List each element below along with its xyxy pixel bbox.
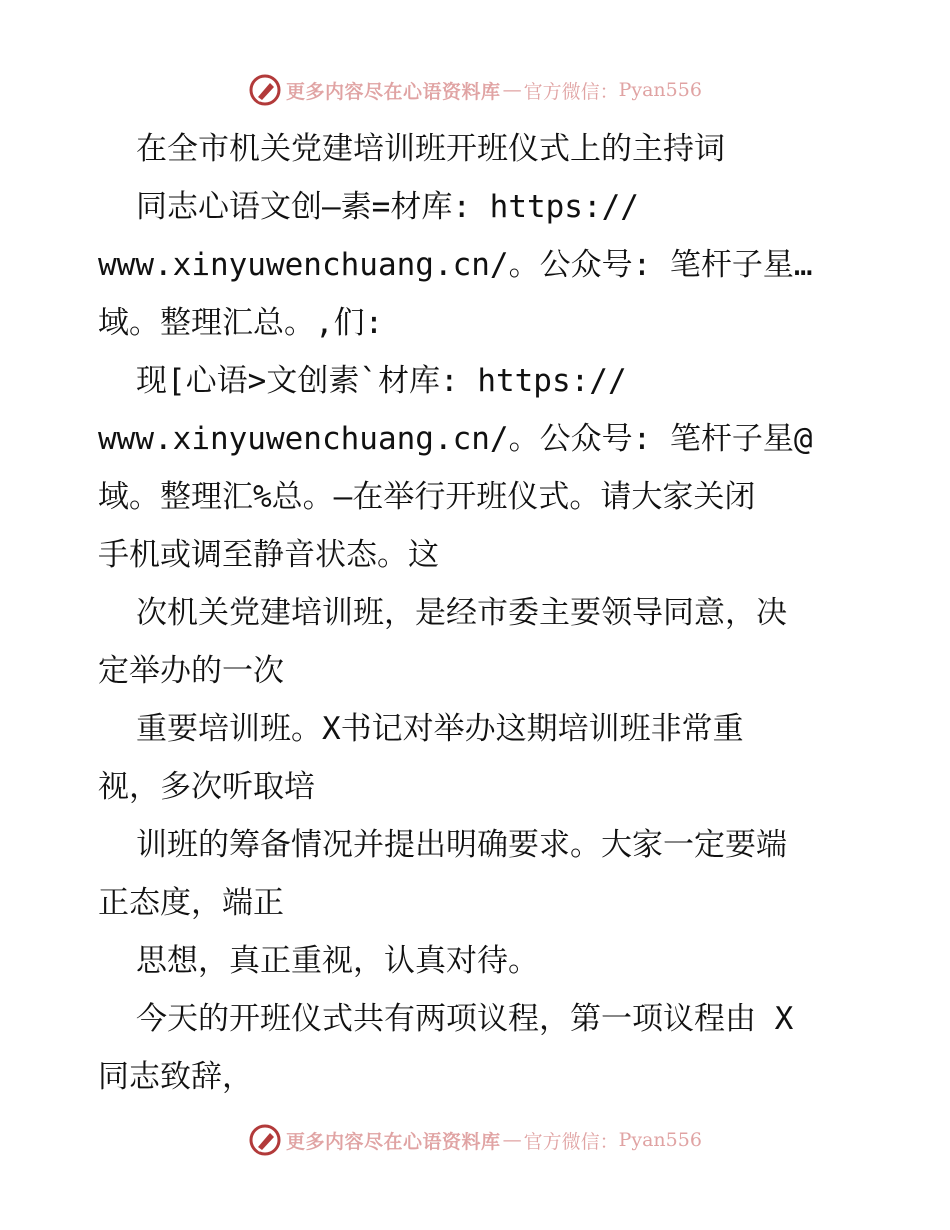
document-line: 今天的开班仪式共有两项议程，第一项议程由 X bbox=[136, 1001, 794, 1037]
banner-text: 更多内容尽在心语资料库 bbox=[286, 80, 501, 103]
document-line: 同志致辞， bbox=[98, 1059, 253, 1095]
document-line: 域。整理汇%总。—在举行开班仪式。请大家关闭 bbox=[98, 479, 756, 515]
banner-contact-handle: Pyan556 bbox=[618, 79, 702, 101]
footer-watermark-banner bbox=[0, 1120, 950, 1160]
banner-contact-label: 官方微信： bbox=[523, 1130, 619, 1153]
document-line: 思想，真正重视，认真对待。 bbox=[136, 943, 539, 979]
document-line: 手机或调至静音状态。这 bbox=[98, 537, 439, 573]
banner-contact-handle: Pyan556 bbox=[618, 1129, 702, 1151]
document-line: 现[心语>文创素`材库: https:// bbox=[136, 363, 627, 399]
fountain-pen-in-circle-icon bbox=[248, 1123, 282, 1157]
header-watermark-banner bbox=[0, 70, 950, 110]
document-line: 同志心语文创—素=材库: https:// bbox=[136, 189, 639, 225]
document-line: 定举办的一次 bbox=[98, 653, 284, 689]
document-line: 在全市机关党建培训班开班仪式上的主持词 bbox=[136, 131, 725, 167]
banner-separator: — bbox=[502, 79, 522, 101]
banner-separator: — bbox=[502, 1129, 522, 1151]
document-line: 视，多次听取培 bbox=[98, 769, 315, 805]
banner-text: 更多内容尽在心语资料库 bbox=[286, 1130, 501, 1153]
document-line: 重要培训班。X书记对举办这期培训班非常重 bbox=[136, 711, 744, 747]
document-line: 域。整理汇总。,们: bbox=[98, 305, 384, 341]
document-line: 正态度，端正 bbox=[98, 885, 284, 921]
document-line: www.xinyuwenchuang.cn/。公众号: 笔杆子星@ bbox=[98, 421, 813, 457]
document-line: www.xinyuwenchuang.cn/。公众号: 笔杆子星… bbox=[98, 247, 813, 283]
fountain-pen-in-circle-icon bbox=[248, 73, 282, 107]
document-body bbox=[98, 120, 858, 1106]
document-line: 次机关党建培训班，是经市委主要领导同意，决 bbox=[136, 595, 787, 631]
document-line: 训班的筹备情况并提出明确要求。大家一定要端 bbox=[136, 827, 787, 863]
banner-contact-label: 官方微信： bbox=[523, 80, 619, 103]
